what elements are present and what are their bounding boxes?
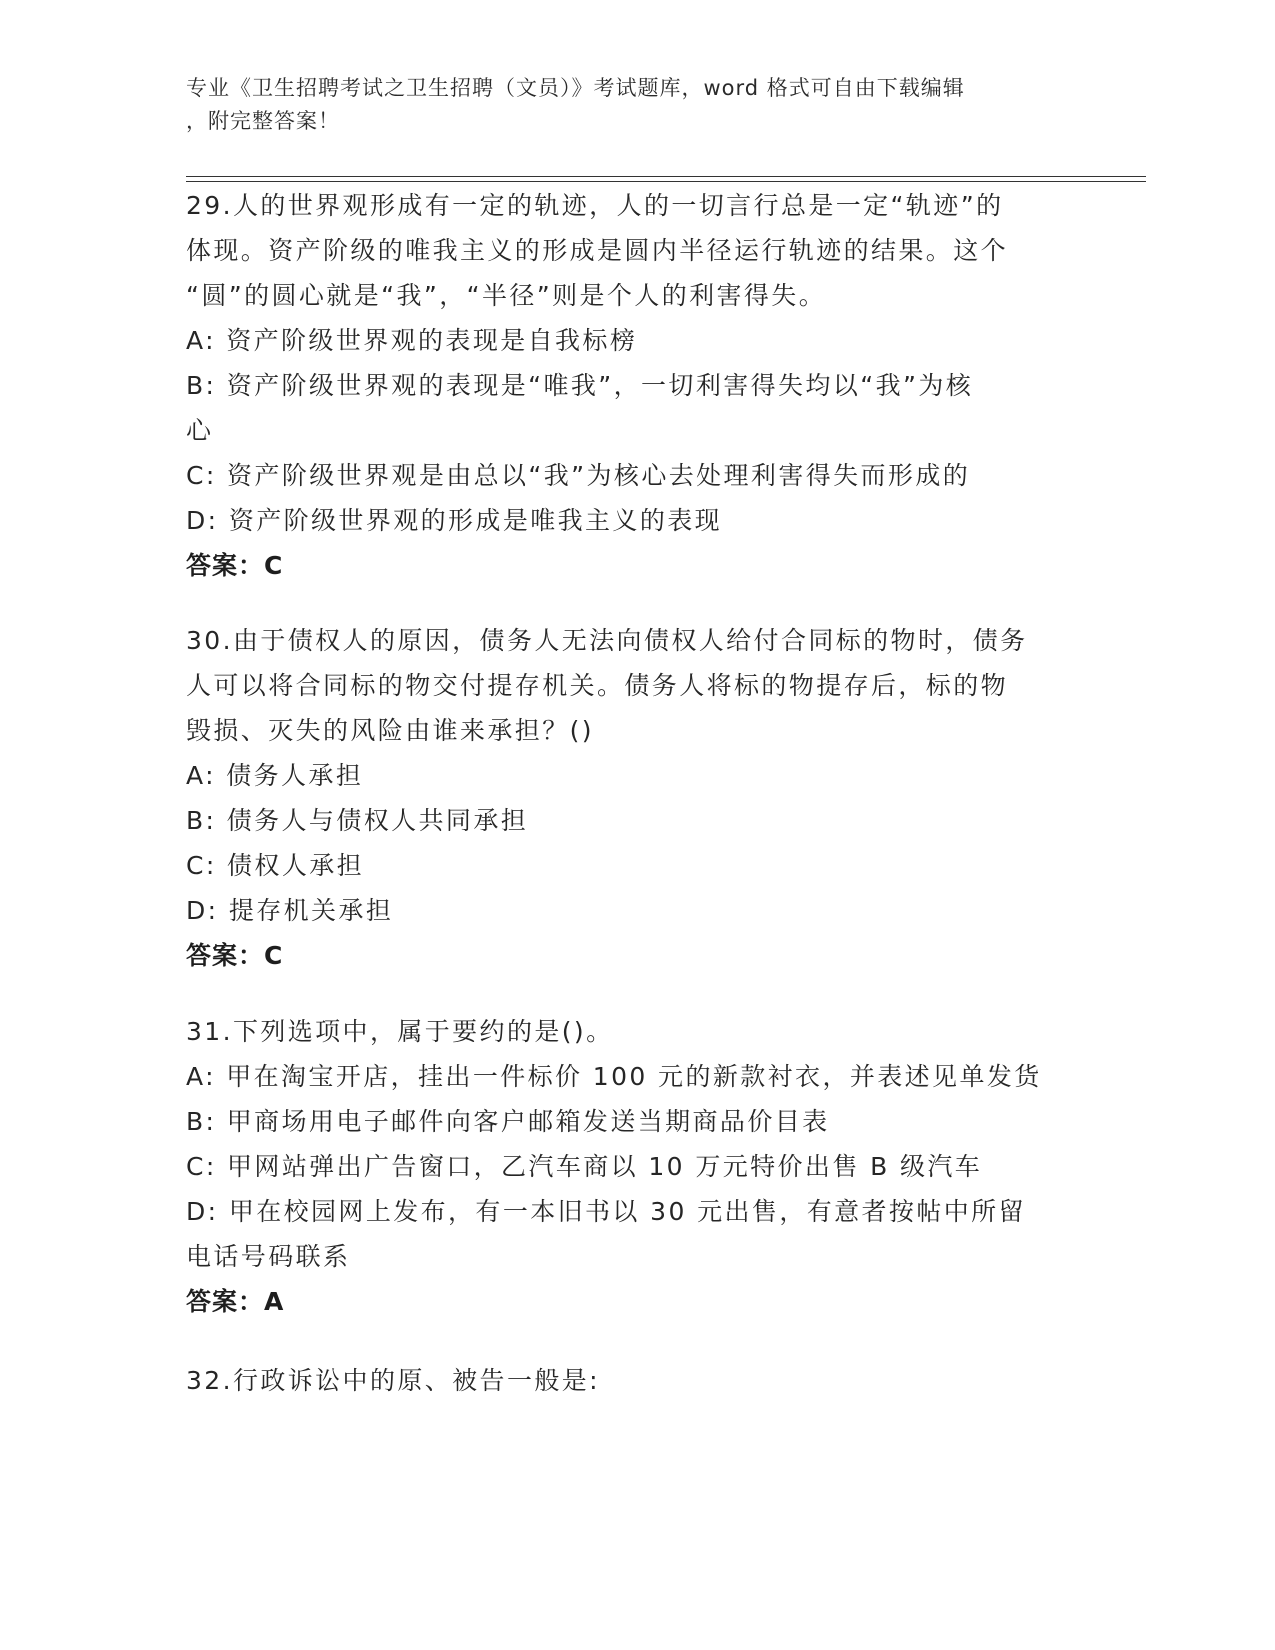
option-a: A: 债务人承担	[186, 761, 364, 790]
option-b: B: 资产阶级世界观的表现是“唯我”，一切利害得失均以“我”为核	[186, 371, 974, 400]
option-d-continued: 电话号码联系	[186, 1242, 351, 1271]
option-b-continued: 心	[186, 416, 214, 445]
option-c: C: 甲网站弹出广告窗口，乙汽车商以 10 万元特价出售 B 级汽车	[186, 1152, 983, 1181]
question-32	[186, 1358, 1086, 1403]
option-b: B: 甲商场用电子邮件向客户邮箱发送当期商品价目表	[186, 1107, 830, 1136]
option-d: D: 甲在校园网上发布，有一本旧书以 30 元出售，有意者按帖中所留	[186, 1197, 1026, 1226]
option-b: B: 债务人与债权人共同承担	[186, 806, 529, 835]
option-c: C: 资产阶级世界观是由总以“我”为核心去处理利害得失而形成的	[186, 461, 971, 490]
option-a: A: 资产阶级世界观的表现是自我标榜	[186, 326, 638, 355]
question-stem-line: 31.下列选项中，属于要约的是()。	[186, 1017, 614, 1046]
header-line-2: ，附完整答案！	[186, 109, 340, 133]
header-line-1: 专业《卫生招聘考试之卫生招聘（文员）》考试题库，word 格式可自由下载编辑	[186, 76, 965, 100]
option-c: C: 债权人承担	[186, 851, 365, 880]
answer-label: 答案：C	[186, 551, 284, 580]
question-stem-line: 毁损、灭失的风险由谁来承担？()	[186, 716, 594, 745]
question-stem-line: “圆”的圆心就是“我”，“半径”则是个人的利害得失。	[186, 281, 827, 310]
option-d: D: 提存机关承担	[186, 896, 394, 925]
question-stem-line: 32.行政诉讼中的原、被告一般是:	[186, 1366, 600, 1395]
question-stem-line: 30.由于债权人的原因，债务人无法向债权人给付合同标的物时，债务	[186, 626, 1028, 655]
header-divider-top	[186, 176, 1146, 177]
question-31	[186, 1009, 1086, 1324]
question-stem-line: 体现。资产阶级的唯我主义的形成是圆内半径运行轨迹的结果。这个	[186, 236, 1009, 265]
question-stem-line: 人可以将合同标的物交付提存机关。债务人将标的物提存后，标的物	[186, 671, 1009, 700]
option-a: A: 甲在淘宝开店，挂出一件标价 100 元的新款衬衣，并表述见单发货	[186, 1062, 1042, 1091]
question-30	[186, 618, 1086, 978]
answer-label: 答案：A	[186, 1287, 285, 1316]
option-d: D: 资产阶级世界观的形成是唯我主义的表现	[186, 506, 723, 535]
question-stem-line: 29.人的世界观形成有一定的轨迹，人的一切言行总是一定“轨迹”的	[186, 191, 1004, 220]
question-29	[186, 183, 1086, 588]
answer-label: 答案：C	[186, 941, 284, 970]
header-divider-bottom	[186, 181, 1146, 182]
document-header	[186, 72, 1086, 138]
